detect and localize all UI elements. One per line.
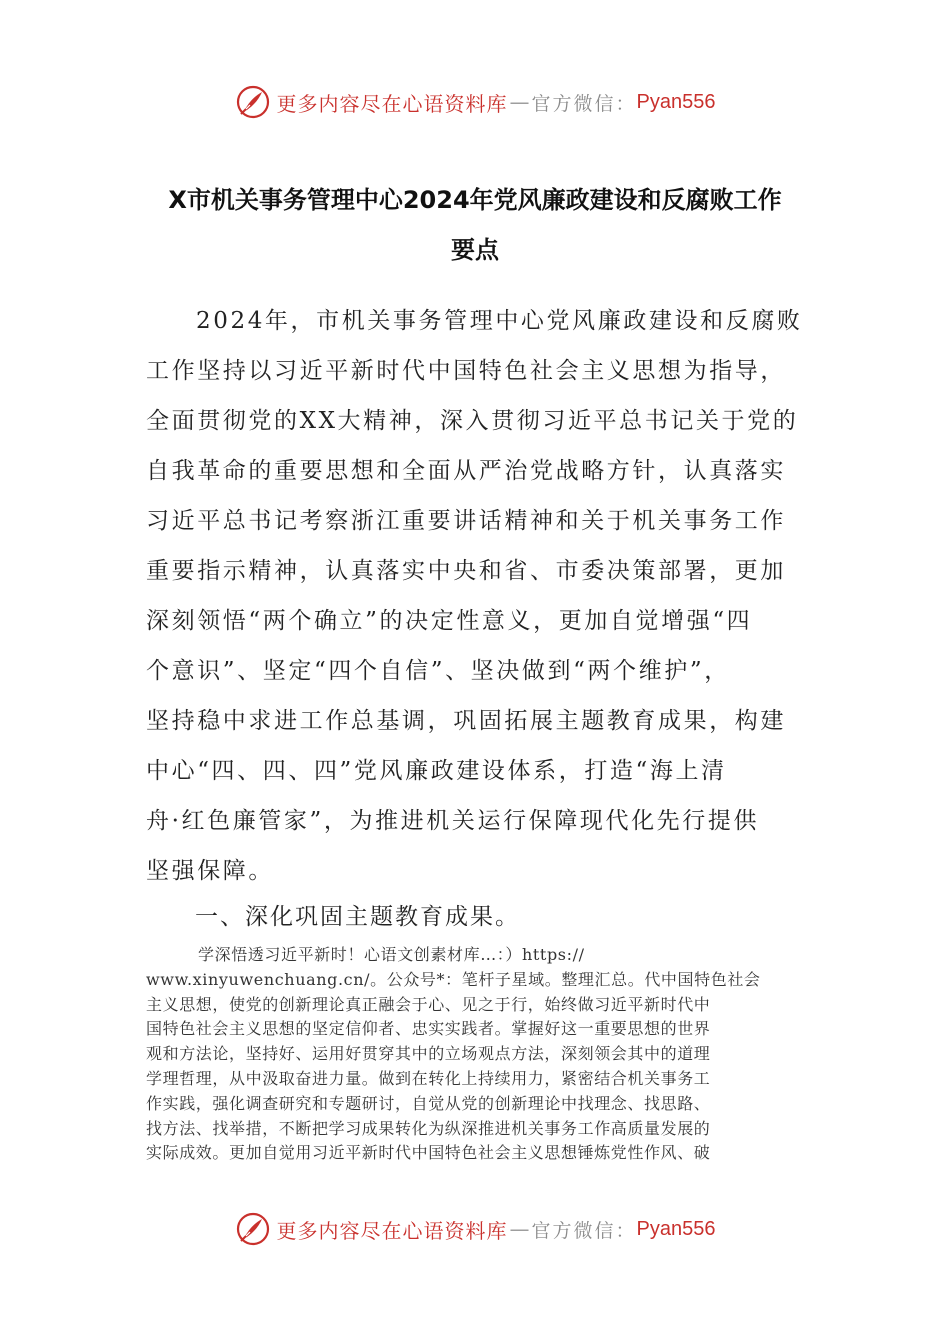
body-line: www.xinyuwenchuang.cn/。公众号*：笔杆子星域。整理汇总。代中国特色社会: [146, 969, 761, 989]
body-line: 学深悟透习近平新时！心语文创素材库…：）https://: [198, 945, 585, 964]
section-heading-1: 一、深化巩固主题教育成果。: [195, 904, 520, 930]
paragraph-line: 坚强保障。: [146, 858, 274, 884]
banner-wechat-label: 官方微信：: [531, 92, 637, 115]
paragraph-line: 习近平总书记考察浙江重要讲话精神和关于机关事务工作: [146, 508, 786, 534]
banner-slogan: 更多内容尽在心语资料库: [276, 91, 508, 116]
section-1-body: [146, 943, 806, 1166]
paragraph-line: 工作坚持以习近平新时代中国特色社会主义思想为指导，: [146, 358, 786, 384]
banner-separator: —: [509, 90, 530, 114]
paragraph-line: 个意识”、坚定“四个自信”、坚决做到“两个维护”，: [146, 658, 730, 684]
banner-separator: —: [509, 1217, 530, 1241]
intro-paragraph: [146, 296, 806, 896]
quill-pen-logo-icon: [235, 1211, 271, 1247]
body-line: 主义思想，使党的创新理论真正融会于心、见之于行，始终做习近平新时代中: [146, 994, 711, 1014]
paragraph-line: 坚持稳中求进工作总基调，巩固拓展主题教育成果，构建: [146, 708, 786, 734]
paragraph-line: 重要指示精神，认真落实中央和省、市委决策部署，更加: [146, 558, 786, 584]
footer-banner: [0, 1209, 950, 1249]
body-line: 实际成效。更加自觉用习近平新时代中国特色社会主义思想锤炼党性作风、破: [146, 1143, 711, 1163]
banner-wechat-id: Pyan556: [636, 90, 716, 113]
body-line: 作实践，强化调查研究和专题研讨，自觉从党的创新理论中找理念、找思路、: [146, 1093, 711, 1113]
paragraph-line: 舟·红色廉管家”，为推进机关运行保障现代化先行提供: [146, 808, 760, 834]
paragraph-line: 2024年，市机关事务管理中心党风廉政建设和反腐败: [196, 308, 803, 334]
body-line: 观和方法论，坚持好、运用好贯穿其中的立场观点方法，深刻领会其中的道理: [146, 1044, 711, 1064]
banner-slogan: 更多内容尽在心语资料库: [276, 1218, 508, 1243]
paragraph-line: 全面贯彻党的XX大精神，深入贯彻习近平总书记关于党的: [146, 408, 799, 434]
quill-pen-logo-icon: [235, 84, 271, 120]
body-line: 学理哲理，从中汲取奋进力量。做到在转化上持续用力，紧密结合机关事务工: [146, 1068, 711, 1088]
document-title-line-2: 要点: [451, 236, 499, 264]
banner-wechat-label: 官方微信：: [531, 1219, 637, 1242]
paragraph-line: 中心“四、四、四”党风廉政建设体系，打造“海上清: [146, 758, 727, 784]
paragraph-line: 自我革命的重要思想和全面从严治党战略方针，认真落实: [146, 458, 786, 484]
header-banner: [0, 82, 950, 122]
paragraph-line: 深刻领悟“两个确立”的决定性意义，更加自觉增强“四: [146, 608, 753, 634]
body-line: 国特色社会主义思想的坚定信仰者、忠实实践者。掌握好这一重要思想的世界: [146, 1019, 711, 1039]
body-line: 找方法、找举措，不断把学习成果转化为纵深推进机关事务工作高质量发展的: [146, 1118, 711, 1138]
banner-wechat-id: Pyan556: [636, 1217, 716, 1240]
document-title-line-1: X市机关事务管理中心2024年党风廉政建设和反腐败工作: [168, 186, 782, 214]
